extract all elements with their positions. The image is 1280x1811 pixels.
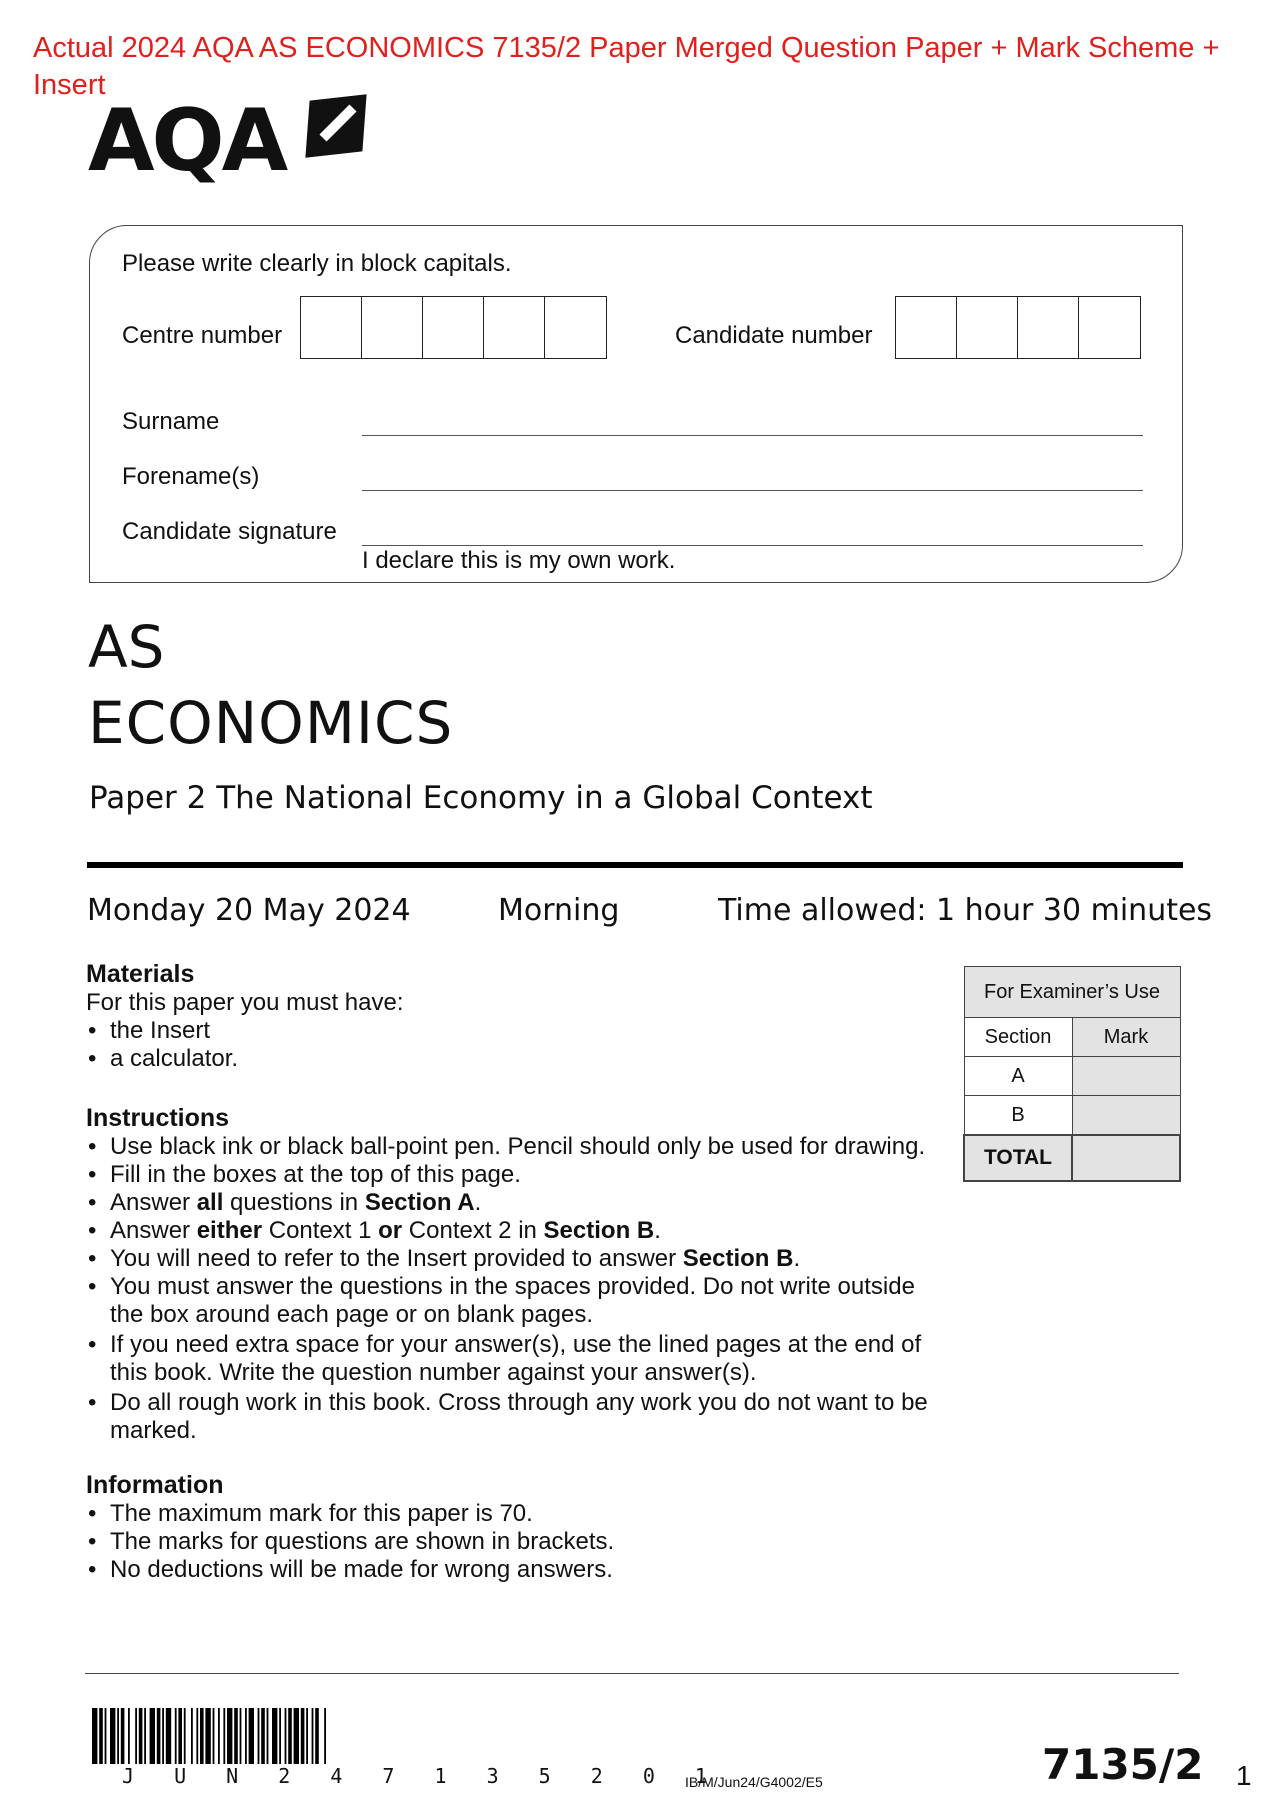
footer-divider	[85, 1673, 1179, 1674]
aqa-logo-mark-icon	[303, 94, 369, 160]
list-item: • The maximum mark for this paper is 70.	[86, 1500, 946, 1528]
section-b-label: B	[964, 1096, 1072, 1136]
exam-date: Monday 20 May 2024	[87, 893, 411, 928]
examiner-table-title: For Examiner’s Use	[964, 967, 1180, 1018]
section-a-mark	[1072, 1057, 1180, 1096]
list-item: • The marks for questions are shown in brackets.	[86, 1528, 946, 1556]
digit-box[interactable]	[896, 297, 957, 358]
materials-list	[86, 1017, 946, 1073]
examiner-use-table	[963, 966, 1181, 1182]
candidate-number-boxes[interactable]	[895, 296, 1141, 359]
qualification-title: AS	[88, 613, 165, 681]
digit-box[interactable]	[423, 297, 484, 358]
surname-field[interactable]	[362, 435, 1143, 436]
mark-column-header: Mark	[1072, 1018, 1180, 1057]
barcode-icon	[92, 1708, 504, 1764]
instructions-list	[86, 1133, 946, 1445]
list-item: • You must answer the questions in the spaces provided. Do not write outside the box around each page or on blank pages.	[86, 1273, 946, 1329]
paper-reference: IB/M/Jun24/G4002/E5	[685, 1774, 823, 1790]
list-item: • Answer all questions in Section A.	[86, 1189, 946, 1217]
paper-title: Paper 2 The National Economy in a Global Context	[89, 780, 873, 816]
information-list	[86, 1500, 946, 1584]
digit-box[interactable]	[1079, 297, 1140, 358]
aqa-logo	[88, 91, 286, 191]
forename-label: Forename(s)	[122, 463, 260, 490]
logo-text: AQA	[88, 91, 286, 191]
section-a-label: A	[964, 1057, 1072, 1096]
list-item: • No deductions will be made for wrong answers.	[86, 1556, 946, 1584]
centre-number-boxes[interactable]	[300, 296, 607, 359]
section-b-mark	[1072, 1096, 1180, 1136]
digit-box[interactable]	[484, 297, 545, 358]
digit-box[interactable]	[362, 297, 423, 358]
digit-box[interactable]	[301, 297, 362, 358]
signature-field[interactable]	[362, 545, 1143, 546]
digit-box[interactable]	[1018, 297, 1079, 358]
paper-code: 7135/2	[1042, 1740, 1204, 1789]
list-item: • Use black ink or black ball-point pen. Pencil should only be used for drawing.	[86, 1133, 946, 1161]
time-allowed: Time allowed: 1 hour 30 minutes	[718, 893, 1213, 928]
section-column-header: Section	[964, 1018, 1072, 1057]
list-item: • Answer either Context 1 or Context 2 in Section B.	[86, 1217, 946, 1245]
materials-heading: Materials	[86, 960, 195, 988]
digit-box[interactable]	[957, 297, 1018, 358]
centre-number-label: Centre number	[122, 322, 283, 349]
total-mark	[1072, 1135, 1180, 1181]
forename-field[interactable]	[362, 490, 1143, 491]
exam-session: Morning	[498, 893, 620, 928]
surname-label: Surname	[122, 408, 220, 435]
list-item: • Fill in the boxes at the top of this page.	[86, 1161, 946, 1189]
banner-title: Actual 2024 AQA AS ECONOMICS 7135/2 Paper Merged Question Paper + Mark Scheme + Insert	[33, 32, 1220, 101]
list-item: • a calculator.	[86, 1045, 946, 1073]
header-divider	[87, 862, 1183, 868]
digit-box[interactable]	[545, 297, 606, 358]
declaration-text: I declare this is my own work.	[362, 547, 676, 574]
subject-title: ECONOMICS	[88, 689, 454, 757]
materials-intro: For this paper you must have:	[86, 989, 404, 1016]
instructions-heading: Instructions	[86, 1104, 230, 1132]
list-item: • the Insert	[86, 1017, 946, 1045]
candidate-number-label: Candidate number	[675, 322, 873, 349]
form-instruction: Please write clearly in block capitals.	[122, 250, 512, 277]
barcode-number: J U N 2 4 7 1 3 5 2 0 1	[122, 1764, 721, 1788]
page-number: 1	[1236, 1760, 1252, 1791]
information-heading: Information	[86, 1471, 224, 1499]
total-label: TOTAL	[964, 1135, 1072, 1181]
list-item: • If you need extra space for your answer(s), use the lined pages at the end of this book. Write the question number against your answer(s).	[86, 1331, 946, 1387]
list-item: • You will need to refer to the Insert provided to answer Section B.	[86, 1245, 946, 1273]
list-item: • Do all rough work in this book. Cross through any work you do not want to be marked.	[86, 1389, 946, 1445]
signature-label: Candidate signature	[122, 518, 337, 545]
